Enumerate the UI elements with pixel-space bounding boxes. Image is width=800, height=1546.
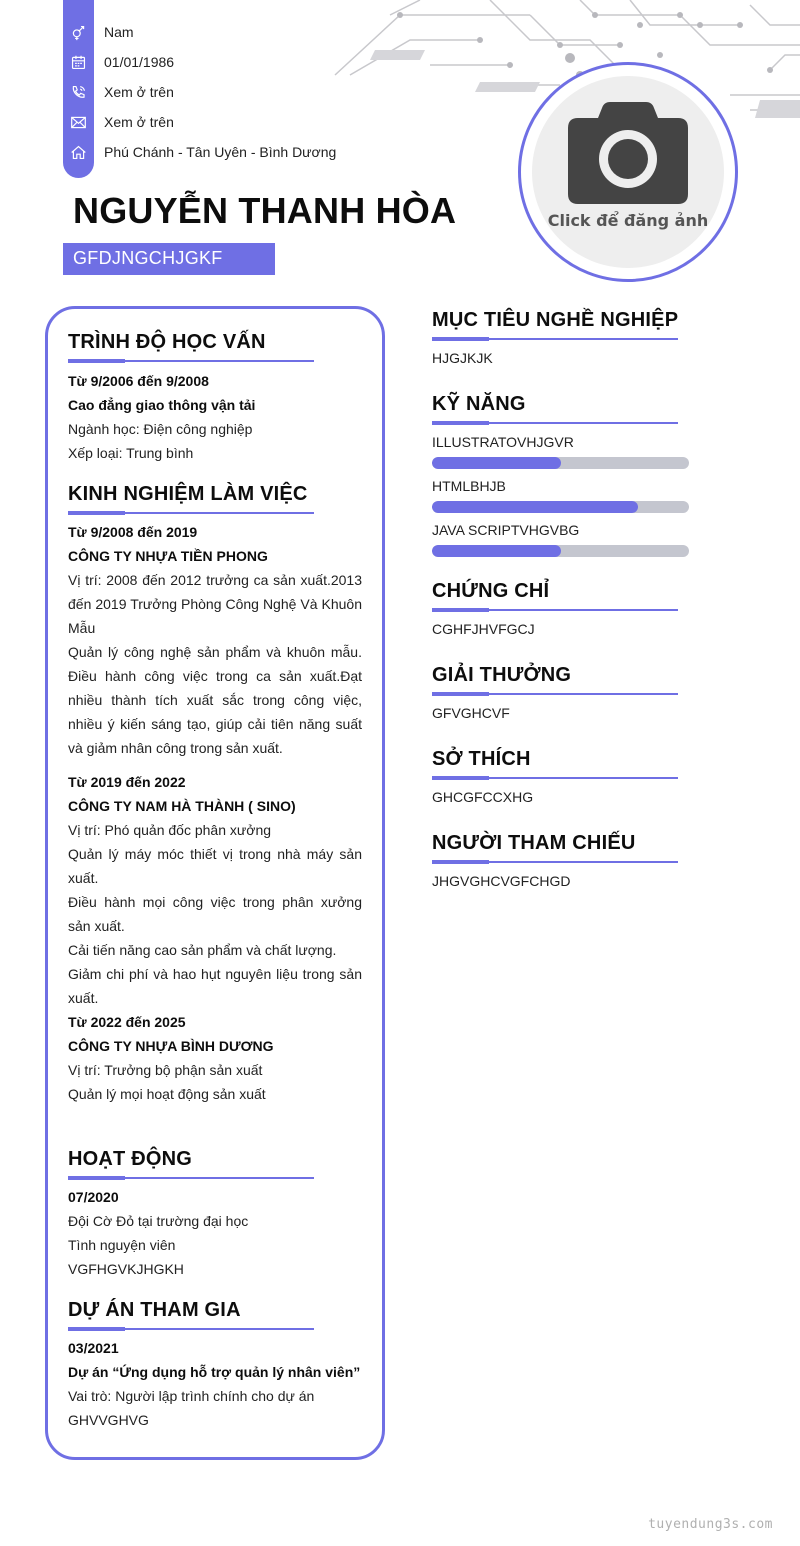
job-line: Quản lý mọi hoạt động sản xuất	[68, 1086, 266, 1102]
hobbies-divider	[432, 777, 678, 779]
contact-email	[63, 107, 383, 137]
awards-text: GFVGHCVF	[432, 705, 510, 721]
watermark: tuyendung3s.com	[648, 1517, 773, 1532]
education-major: Ngành học: Điện công nghiệp	[68, 421, 253, 437]
skills-divider	[432, 422, 678, 424]
full-name: NGUYỄN THANH HÒA	[73, 190, 457, 231]
home-icon	[63, 137, 94, 167]
calendar-icon	[63, 47, 94, 77]
contact-phone	[63, 77, 383, 107]
skill-bar-fill	[432, 501, 638, 513]
job-period: Từ 2022 đến 2025	[68, 1014, 186, 1030]
job-description: Vị trí: 2008 đến 2012 trưởng ca sản xuất.2013 đến 2019 Trưởng Phòng Công Nghệ Và Khuôn Mẫu	[68, 572, 362, 636]
skill-bar	[432, 545, 689, 557]
job-line: Vị trí: Trưởng bộ phận sản xuất	[68, 1062, 263, 1078]
references-text: JHGVGHCVGFCHGD	[432, 873, 571, 889]
activity-role: Tình nguyện viên	[68, 1237, 176, 1253]
job-company: CÔNG TY NHỰA BÌNH DƯƠNG	[68, 1038, 274, 1054]
job-company: CÔNG TY NAM HÀ THÀNH ( SINO)	[68, 798, 296, 814]
education-title: TRÌNH ĐỘ HỌC VẤN	[68, 331, 266, 353]
job-line: Giảm chi phí và hao hụt nguyên liệu trong sản xuất.	[68, 966, 362, 1006]
objective-text: HJGJKJK	[432, 350, 493, 366]
skills-title: KỸ NĂNG	[432, 393, 526, 415]
gender-value: Nam	[104, 24, 134, 40]
references-divider	[432, 861, 678, 863]
project-name: Dự án “Ứng dụng hỗ trợ quản lý nhân viên”	[68, 1364, 361, 1380]
hobbies-text: GHCGFCCXHG	[432, 789, 534, 805]
skill-bar	[432, 457, 689, 469]
education-period: Từ 9/2006 đến 9/2008	[68, 373, 209, 389]
email-value: Xem ở trên	[104, 114, 174, 130]
skill-bar-fill	[432, 545, 561, 557]
job-line: Vị trí: Phó quản đốc phân xưởng	[68, 822, 272, 838]
hobbies-title: SỞ THÍCH	[432, 748, 531, 770]
phone-icon	[63, 77, 94, 107]
camera-icon[interactable]	[568, 100, 688, 204]
job-period: Từ 2019 đến 2022	[68, 774, 186, 790]
activity-org: Đội Cờ Đỏ tại trường đại học	[68, 1213, 249, 1229]
skill-name: HTMLBHJB	[432, 478, 506, 494]
activities-divider	[68, 1177, 314, 1179]
job-title: GFDJNGCHJGKF	[63, 243, 275, 275]
references-title: NGƯỜI THAM CHIẾU	[432, 832, 636, 854]
project-role: Vai trò: Người lập trình chính cho dự án	[68, 1388, 315, 1404]
projects-divider	[68, 1328, 314, 1330]
avatar-upload-label[interactable]: Click để đăng ảnh	[547, 211, 709, 230]
activity-note: VGFHGVKJHGKH	[68, 1261, 184, 1277]
education-school: Cao đẳng giao thông vận tải	[68, 397, 256, 413]
job-line: Quản lý máy móc thiết vị trong nhà máy sản xuất.	[68, 846, 362, 886]
project-note: GHVVGHVG	[68, 1412, 149, 1428]
project-date: 03/2021	[68, 1340, 119, 1356]
skill-name: JAVA SCRIPTVHGVBG	[432, 522, 580, 538]
contact-address	[63, 137, 383, 167]
contact-birthday	[63, 47, 383, 77]
objective-divider	[432, 338, 678, 340]
objective-title: MỤC TIÊU NGHỀ NGHIỆP	[432, 309, 679, 331]
experience-title: KINH NGHIỆM LÀM VIỆC	[68, 483, 308, 505]
experience-divider	[68, 512, 314, 514]
activity-date: 07/2020	[68, 1189, 119, 1205]
job-period: Từ 9/2008 đến 2019	[68, 524, 198, 540]
certificates-title: CHỨNG CHỈ	[432, 580, 550, 602]
projects-title: DỰ ÁN THAM GIA	[68, 1299, 241, 1321]
certificates-divider	[432, 609, 678, 611]
mail-icon	[63, 107, 94, 137]
job-description: Quản lý công nghệ sản phẩm và khuôn mẫu. Điều hành công việc trong ca sản xuất.Đạt nhiều thành tích xuất sắc trong công việc, nhiều ý kiến sáng tạo, giúp cải tiên năng suất và giảm nhân công trong sản xuất.	[68, 644, 362, 756]
job-line: Điều hành mọi công việc trong phân xưởng sản xuất.	[68, 894, 362, 934]
skill-name: ILLUSTRATOVHJGVR	[432, 434, 574, 450]
job-line: Cải tiến năng cao sản phẩm và chất lượng.	[68, 942, 337, 958]
education-divider	[68, 360, 314, 362]
phone-value: Xem ở trên	[104, 84, 174, 100]
job-company: CÔNG TY NHỰA TIỀN PHONG	[68, 548, 268, 564]
activities-title: HOẠT ĐỘNG	[68, 1148, 193, 1170]
skill-bar	[432, 501, 689, 513]
birthday-value: 01/01/1986	[104, 54, 175, 70]
skill-bar-fill	[432, 457, 561, 469]
address-value: Phú Chánh - Tân Uyên - Bình Dương	[104, 144, 337, 160]
contact-gender	[63, 17, 383, 47]
awards-title: GIẢI THƯỞNG	[432, 664, 572, 686]
education-rank: Xếp loại: Trung bình	[68, 445, 194, 461]
awards-divider	[432, 693, 678, 695]
gender-icon	[63, 17, 94, 47]
certificates-text: CGHFJHVFGCJ	[432, 621, 535, 637]
